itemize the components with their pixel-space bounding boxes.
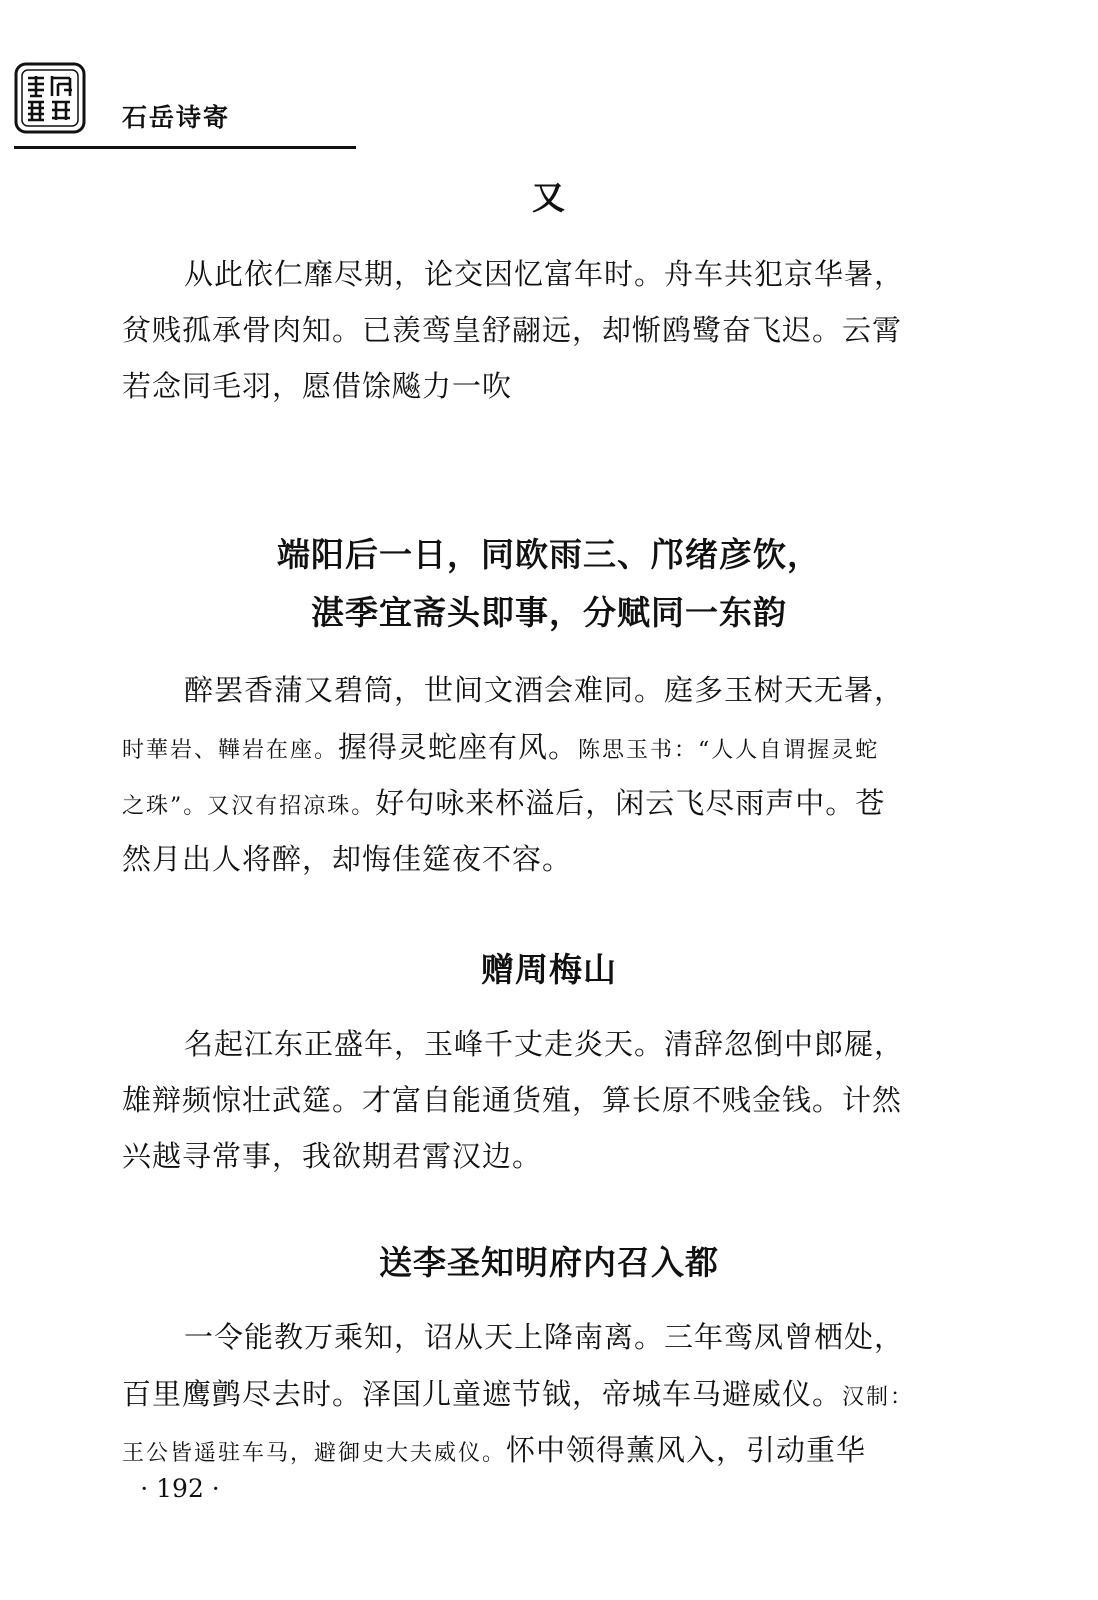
poem-line: 醉罢香蒲又碧筒，世间文酒会难同。庭多玉树天无暑， xyxy=(184,673,905,707)
poem-title: 赠周梅山 xyxy=(481,950,617,989)
poem-line xyxy=(122,1433,956,1471)
poem-title: 又 xyxy=(532,178,566,217)
seal-stamp-icon xyxy=(14,62,86,134)
annotation-note: 汉制： xyxy=(842,1385,915,1410)
header-divider xyxy=(14,146,356,149)
book-title: 石岳诗寄 xyxy=(122,103,231,132)
poem-line: 雄辩频惊壮武筵。才富自能通货殖，算长原不贱金钱。计然 xyxy=(122,1083,903,1117)
poem-title: 湛季宜斋头即事，分赋同一东韵 xyxy=(311,593,787,632)
annotation-note: 王公皆遥驻车马，避御史大夫威仪。 xyxy=(122,1441,507,1466)
poem-line xyxy=(122,730,956,768)
annotation-note: 之珠”。又汉有招凉珠。 xyxy=(122,794,376,819)
poem-title: 端阳后一日，同欧雨三、邝绪彦饮， xyxy=(277,535,821,574)
poem-text: 怀中领得薰风入，引动重华 xyxy=(506,1433,867,1467)
poem-line: 从此依仁靡尽期，论交因忆富年时。舟车共犯京华暑， xyxy=(184,257,905,291)
poem-text: 百里鹰鹯尽去时。泽国儿童遮节钺，帝城车马避威仪。 xyxy=(122,1377,843,1411)
page-number: · 192 · xyxy=(140,1474,220,1503)
poem-title: 送李圣知明府内召入都 xyxy=(379,1243,719,1282)
poem-line: 然月出人将醉，却悔佳筵夜不容。 xyxy=(122,842,573,876)
poem-line: 贫贱孤承骨肉知。已羡鸾皇舒翮远，却惭鸥鹭奋飞迟。云霄 xyxy=(122,313,903,347)
poem-line: 名起江东正盛年，玉峰千丈走炎天。清辞忽倒中郎屣， xyxy=(184,1027,905,1061)
poem-line xyxy=(122,1377,956,1415)
poem-text: 好句咏来杯溢后，闲云飞尽雨声中。苍 xyxy=(375,786,886,820)
annotation-note: 时華岩、鞾岩在座。 xyxy=(122,738,339,763)
poem-line: 兴越寻常事，我欲期君霄汉边。 xyxy=(122,1139,543,1173)
annotation-note: 陈思玉书：“人人自谓握灵蛇 xyxy=(578,738,880,763)
poem-line: 一令能教万乘知，诏从天上降南离。三年鸾凤曾栖处， xyxy=(184,1320,905,1354)
poem-line: 若念同毛羽，愿借馀飚力一吹 xyxy=(122,369,513,403)
poem-line xyxy=(122,786,956,824)
poem-text: 握得灵蛇座有风。 xyxy=(338,730,579,764)
